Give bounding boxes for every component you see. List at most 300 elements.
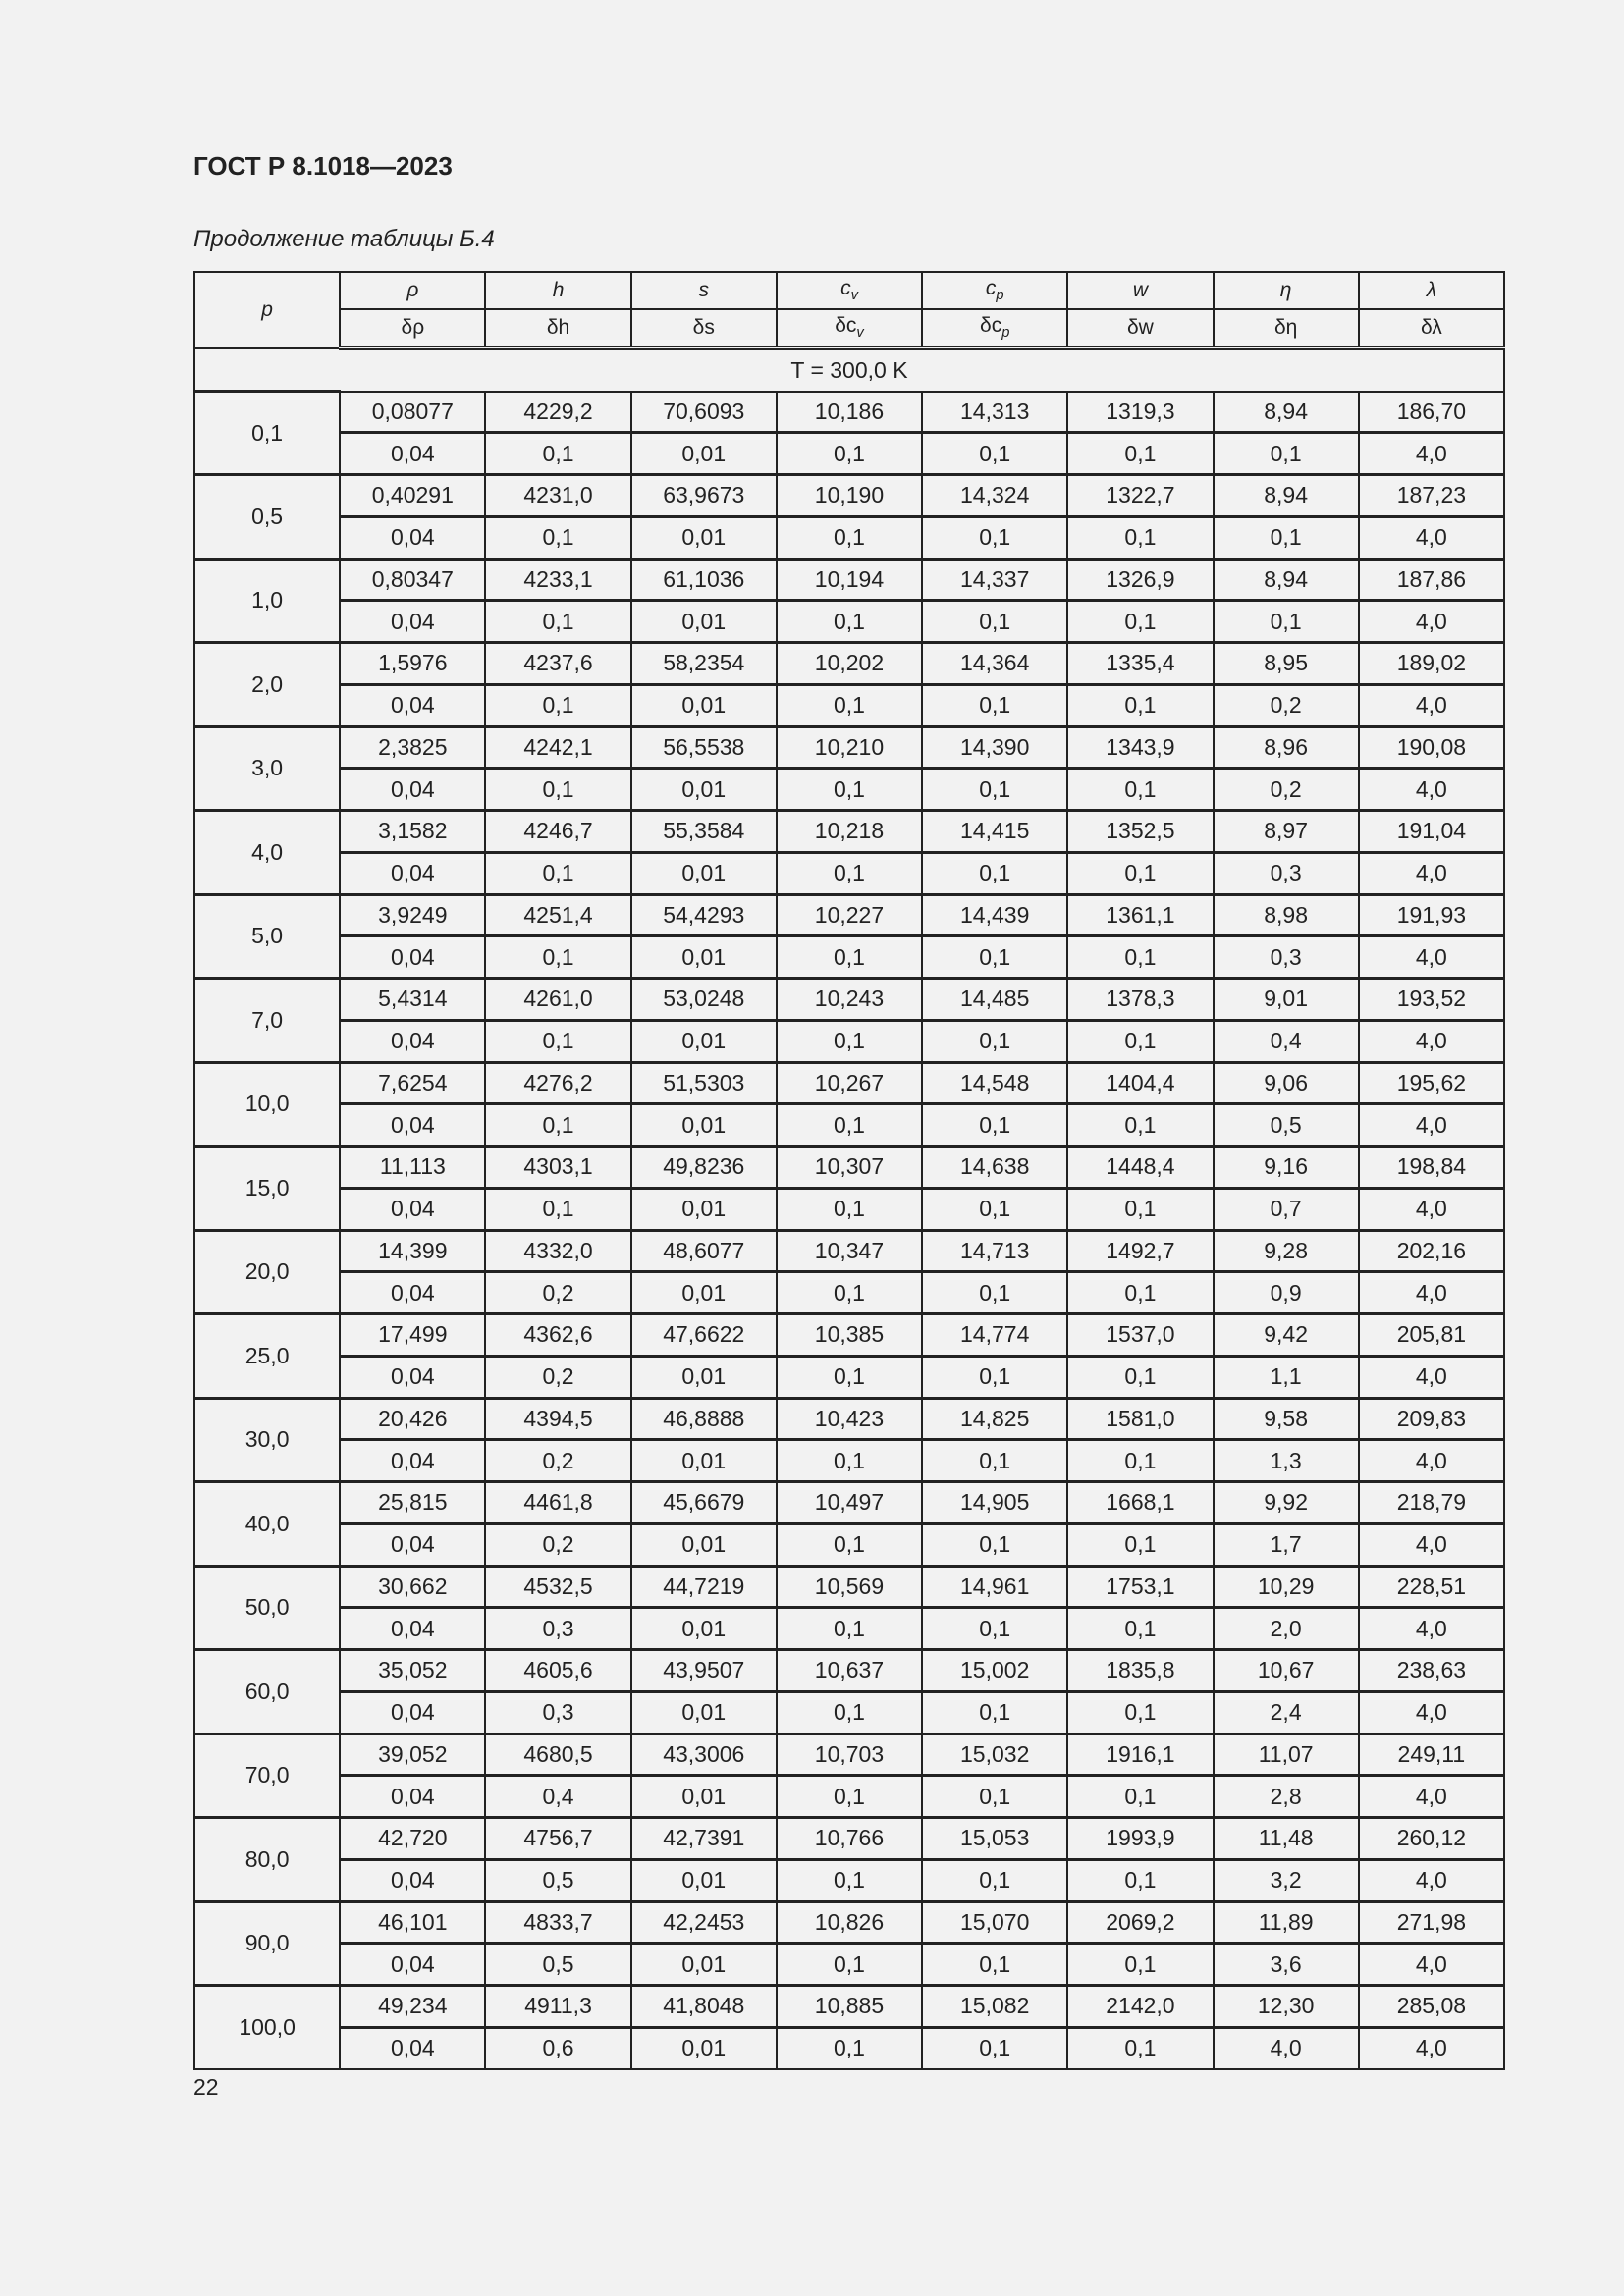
uncertainty-cell: 0,1 [777, 1523, 922, 1566]
table-row-uncertainties [194, 1104, 1504, 1147]
value-cell: 35,052 [340, 1650, 485, 1692]
value-cell: 218,79 [1359, 1482, 1504, 1524]
value-cell: 4251,4 [485, 894, 630, 936]
column-delta-symbol: δh [546, 316, 570, 339]
value-cell: 1335,4 [1067, 643, 1213, 685]
table-row-uncertainties [194, 2027, 1504, 2068]
uncertainty-cell: 0,04 [340, 601, 485, 643]
value-cell: 4242,1 [485, 726, 630, 769]
value-cell: 10,826 [777, 1901, 922, 1944]
value-cell: 15,053 [922, 1818, 1067, 1860]
pressure-cell: 5,0 [194, 894, 340, 979]
uncertainty-cell: 0,1 [1067, 936, 1213, 979]
uncertainty-cell: 0,1 [922, 601, 1067, 643]
value-cell: 4532,5 [485, 1566, 630, 1608]
uncertainty-cell: 0,9 [1214, 1272, 1359, 1314]
uncertainty-cell: 0,1 [1067, 1608, 1213, 1650]
uncertainty-cell: 0,1 [922, 1691, 1067, 1734]
value-cell: 189,02 [1359, 643, 1504, 685]
pressure-cell: 80,0 [194, 1818, 340, 1902]
value-cell: 1753,1 [1067, 1566, 1213, 1608]
value-cell: 42,7391 [631, 1818, 777, 1860]
value-cell: 46,8888 [631, 1398, 777, 1440]
uncertainty-cell: 4,0 [1359, 1104, 1504, 1147]
value-cell: 4237,6 [485, 643, 630, 685]
value-cell: 10,67 [1214, 1650, 1359, 1692]
value-cell: 4362,6 [485, 1314, 630, 1357]
value-cell: 1322,7 [1067, 475, 1213, 517]
column-uncertainty-header [485, 309, 630, 348]
value-cell: 46,101 [340, 1901, 485, 1944]
table-row-uncertainties [194, 1776, 1504, 1818]
value-cell: 187,86 [1359, 559, 1504, 601]
value-cell: 9,42 [1214, 1314, 1359, 1357]
uncertainty-cell: 4,0 [1359, 1944, 1504, 1986]
value-cell: 1835,8 [1067, 1650, 1213, 1692]
value-cell: 10,423 [777, 1398, 922, 1440]
uncertainty-cell: 4,0 [1359, 2027, 1504, 2068]
value-cell: 11,89 [1214, 1901, 1359, 1944]
header-row-uncertainties [194, 309, 1504, 348]
uncertainty-cell: 0,1 [922, 1188, 1067, 1230]
table-row-values [194, 643, 1504, 685]
value-cell: 10,202 [777, 643, 922, 685]
uncertainty-cell: 0,1 [1067, 1440, 1213, 1482]
value-cell: 20,426 [340, 1398, 485, 1440]
uncertainty-cell: 0,01 [631, 516, 777, 559]
uncertainty-cell: 0,1 [1067, 1356, 1213, 1398]
value-cell: 43,9507 [631, 1650, 777, 1692]
table-row-uncertainties [194, 1691, 1504, 1734]
table-row-uncertainties [194, 852, 1504, 894]
value-cell: 14,324 [922, 475, 1067, 517]
uncertainty-cell: 0,04 [340, 433, 485, 475]
header-row-symbols [194, 272, 1504, 309]
value-cell: 1448,4 [1067, 1147, 1213, 1189]
uncertainty-cell: 0,1 [777, 433, 922, 475]
value-cell: 55,3584 [631, 811, 777, 853]
value-cell: 4233,1 [485, 559, 630, 601]
uncertainty-cell: 0,1 [1067, 2027, 1213, 2068]
value-cell: 8,95 [1214, 643, 1359, 685]
uncertainty-cell: 0,01 [631, 852, 777, 894]
uncertainty-cell: 0,1 [1067, 1020, 1213, 1062]
column-delta-symbol: δs [692, 316, 715, 339]
uncertainty-cell: 0,1 [1067, 852, 1213, 894]
uncertainty-cell: 0,04 [340, 1272, 485, 1314]
value-cell: 48,6077 [631, 1230, 777, 1272]
uncertainty-cell: 0,04 [340, 516, 485, 559]
table-row-uncertainties [194, 601, 1504, 643]
uncertainty-cell: 4,0 [1359, 936, 1504, 979]
uncertainty-cell: 4,0 [1359, 516, 1504, 559]
value-cell: 10,227 [777, 894, 922, 936]
uncertainty-cell: 0,1 [922, 769, 1067, 811]
value-cell: 4833,7 [485, 1901, 630, 1944]
value-cell: 10,497 [777, 1482, 922, 1524]
uncertainty-cell: 0,1 [1067, 1523, 1213, 1566]
value-cell: 2142,0 [1067, 1986, 1213, 2028]
value-cell: 1492,7 [1067, 1230, 1213, 1272]
value-cell: 205,81 [1359, 1314, 1504, 1357]
value-cell: 1404,4 [1067, 1062, 1213, 1104]
column-uncertainty-header [922, 309, 1067, 348]
column-symbol: η [1279, 279, 1292, 301]
value-cell: 4276,2 [485, 1062, 630, 1104]
column-subscript: p [996, 288, 1004, 304]
value-cell: 198,84 [1359, 1147, 1504, 1189]
uncertainty-cell: 0,1 [922, 1356, 1067, 1398]
value-cell: 10,243 [777, 979, 922, 1021]
uncertainty-cell: 0,1 [1067, 769, 1213, 811]
uncertainty-cell: 0,04 [340, 852, 485, 894]
value-cell: 70,6093 [631, 392, 777, 433]
uncertainty-cell: 0,04 [340, 1356, 485, 1398]
table-row-uncertainties [194, 1523, 1504, 1566]
value-cell: 42,720 [340, 1818, 485, 1860]
value-cell: 9,92 [1214, 1482, 1359, 1524]
value-cell: 1581,0 [1067, 1398, 1213, 1440]
uncertainty-cell: 0,1 [777, 1440, 922, 1482]
pressure-cell: 0,5 [194, 475, 340, 560]
table-row-values [194, 392, 1504, 433]
uncertainty-cell: 0,1 [485, 433, 630, 475]
column-header [1214, 272, 1359, 309]
table-row-values [194, 1482, 1504, 1524]
pressure-cell: 1,0 [194, 559, 340, 643]
value-cell: 0,40291 [340, 475, 485, 517]
value-cell: 4461,8 [485, 1482, 630, 1524]
value-cell: 14,313 [922, 392, 1067, 433]
uncertainty-cell: 0,1 [777, 769, 922, 811]
value-cell: 0,80347 [340, 559, 485, 601]
uncertainty-cell: 0,04 [340, 1776, 485, 1818]
value-cell: 8,98 [1214, 894, 1359, 936]
uncertainty-cell: 0,2 [1214, 684, 1359, 726]
column-header [922, 272, 1067, 309]
uncertainty-cell: 0,3 [485, 1691, 630, 1734]
uncertainty-cell: 4,0 [1359, 684, 1504, 726]
uncertainty-cell: 0,1 [922, 1272, 1067, 1314]
value-cell: 4261,0 [485, 979, 630, 1021]
value-cell: 193,52 [1359, 979, 1504, 1021]
uncertainty-cell: 0,1 [1067, 433, 1213, 475]
uncertainty-cell: 0,1 [485, 1188, 630, 1230]
page-number: 22 [193, 2074, 219, 2100]
value-cell: 41,8048 [631, 1986, 777, 2028]
table-row-uncertainties [194, 516, 1504, 559]
value-cell: 8,94 [1214, 559, 1359, 601]
table-row-values [194, 1901, 1504, 1944]
uncertainty-cell: 3,2 [1214, 1859, 1359, 1901]
uncertainty-cell: 0,5 [485, 1944, 630, 1986]
value-cell: 10,637 [777, 1650, 922, 1692]
value-cell: 186,70 [1359, 392, 1504, 433]
value-cell: 4911,3 [485, 1986, 630, 2028]
table-row-uncertainties [194, 433, 1504, 475]
column-delta-symbol: δρ [401, 316, 425, 339]
uncertainty-cell: 0,01 [631, 684, 777, 726]
uncertainty-cell: 0,3 [1214, 936, 1359, 979]
value-cell: 12,30 [1214, 1986, 1359, 2028]
value-cell: 4229,2 [485, 392, 630, 433]
value-cell: 10,267 [777, 1062, 922, 1104]
uncertainty-cell: 0,1 [922, 516, 1067, 559]
uncertainty-cell: 0,1 [922, 684, 1067, 726]
uncertainty-cell: 3,6 [1214, 1944, 1359, 1986]
table-row-uncertainties [194, 936, 1504, 979]
uncertainty-cell: 0,1 [1067, 1859, 1213, 1901]
uncertainty-cell: 0,01 [631, 1188, 777, 1230]
value-cell: 4680,5 [485, 1734, 630, 1776]
uncertainty-cell: 0,1 [777, 684, 922, 726]
table-row-uncertainties [194, 1020, 1504, 1062]
uncertainty-cell: 0,04 [340, 1523, 485, 1566]
uncertainty-cell: 0,1 [1067, 1188, 1213, 1230]
value-cell: 4756,7 [485, 1818, 630, 1860]
column-delta-symbol: δλ [1420, 316, 1442, 339]
uncertainty-cell: 2,0 [1214, 1608, 1359, 1650]
table-row-values [194, 894, 1504, 936]
document-title: ГОСТ Р 8.1018—2023 [193, 151, 453, 181]
header-p-label: p [261, 297, 273, 321]
column-symbol: h [552, 279, 565, 301]
value-cell: 202,16 [1359, 1230, 1504, 1272]
value-cell: 190,08 [1359, 726, 1504, 769]
value-cell: 47,6622 [631, 1314, 777, 1357]
value-cell: 4394,5 [485, 1398, 630, 1440]
pressure-cell: 0,1 [194, 392, 340, 475]
table-row-values [194, 1986, 1504, 2028]
table-row-uncertainties [194, 1944, 1504, 1986]
uncertainty-cell: 0,4 [1214, 1020, 1359, 1062]
uncertainty-cell: 0,1 [777, 2027, 922, 2068]
value-cell: 14,961 [922, 1566, 1067, 1608]
value-cell: 10,194 [777, 559, 922, 601]
uncertainty-cell: 0,1 [1067, 601, 1213, 643]
column-subscript: p [1001, 325, 1010, 342]
value-cell: 1993,9 [1067, 1818, 1213, 1860]
table-row-uncertainties [194, 1272, 1504, 1314]
table-row-uncertainties [194, 1440, 1504, 1482]
table-row-values [194, 1566, 1504, 1608]
value-cell: 11,48 [1214, 1818, 1359, 1860]
uncertainty-cell: 0,04 [340, 769, 485, 811]
value-cell: 9,16 [1214, 1147, 1359, 1189]
value-cell: 195,62 [1359, 1062, 1504, 1104]
uncertainty-cell: 0,1 [777, 1104, 922, 1147]
uncertainty-cell: 0,1 [777, 601, 922, 643]
table-row-values [194, 1147, 1504, 1189]
value-cell: 15,082 [922, 1986, 1067, 2028]
value-cell: 30,662 [340, 1566, 485, 1608]
value-cell: 9,01 [1214, 979, 1359, 1021]
table-row-uncertainties [194, 1188, 1504, 1230]
uncertainty-cell: 0,1 [485, 684, 630, 726]
value-cell: 14,399 [340, 1230, 485, 1272]
value-cell: 8,94 [1214, 392, 1359, 433]
value-cell: 1537,0 [1067, 1314, 1213, 1357]
uncertainty-cell: 0,1 [777, 1608, 922, 1650]
uncertainty-cell: 0,01 [631, 2027, 777, 2068]
uncertainty-cell: 0,1 [1214, 601, 1359, 643]
uncertainty-cell: 0,1 [1214, 433, 1359, 475]
column-symbol: c [840, 277, 851, 300]
table-row-uncertainties [194, 1608, 1504, 1650]
uncertainty-cell: 0,01 [631, 1440, 777, 1482]
value-cell: 51,5303 [631, 1062, 777, 1104]
column-header [777, 272, 922, 309]
value-cell: 17,499 [340, 1314, 485, 1357]
pressure-cell: 30,0 [194, 1398, 340, 1482]
column-header [631, 272, 777, 309]
pressure-cell: 60,0 [194, 1650, 340, 1735]
value-cell: 8,96 [1214, 726, 1359, 769]
value-cell: 0,08077 [340, 392, 485, 433]
uncertainty-cell: 0,7 [1214, 1188, 1359, 1230]
value-cell: 10,210 [777, 726, 922, 769]
uncertainty-cell: 0,01 [631, 1356, 777, 1398]
value-cell: 4332,0 [485, 1230, 630, 1272]
value-cell: 14,548 [922, 1062, 1067, 1104]
uncertainty-cell: 4,0 [1359, 852, 1504, 894]
value-cell: 14,364 [922, 643, 1067, 685]
value-cell: 10,385 [777, 1314, 922, 1357]
uncertainty-cell: 0,1 [777, 936, 922, 979]
column-header [1359, 272, 1504, 309]
uncertainty-cell: 0,1 [922, 852, 1067, 894]
value-cell: 15,070 [922, 1901, 1067, 1944]
pressure-cell: 40,0 [194, 1482, 340, 1567]
uncertainty-cell: 0,1 [777, 1356, 922, 1398]
value-cell: 2,3825 [340, 726, 485, 769]
value-cell: 25,815 [340, 1482, 485, 1524]
uncertainty-cell: 0,1 [1067, 516, 1213, 559]
value-cell: 61,1036 [631, 559, 777, 601]
uncertainty-cell: 0,1 [777, 852, 922, 894]
pressure-cell: 50,0 [194, 1566, 340, 1650]
uncertainty-cell: 0,2 [485, 1356, 630, 1398]
value-cell: 14,713 [922, 1230, 1067, 1272]
value-cell: 49,8236 [631, 1147, 777, 1189]
column-header [1067, 272, 1213, 309]
temperature-row [194, 348, 1504, 392]
value-cell: 42,2453 [631, 1901, 777, 1944]
value-cell: 1343,9 [1067, 726, 1213, 769]
column-delta-symbol: δη [1273, 316, 1298, 339]
uncertainty-cell: 0,01 [631, 1608, 777, 1650]
value-cell: 45,6679 [631, 1482, 777, 1524]
value-cell: 9,28 [1214, 1230, 1359, 1272]
table-row-values [194, 1230, 1504, 1272]
value-cell: 14,337 [922, 559, 1067, 601]
uncertainty-cell: 0,01 [631, 1020, 777, 1062]
column-subscript: v [856, 325, 864, 342]
uncertainty-cell: 0,04 [340, 1188, 485, 1230]
column-uncertainty-header [340, 309, 485, 348]
value-cell: 9,58 [1214, 1398, 1359, 1440]
value-cell: 10,29 [1214, 1566, 1359, 1608]
uncertainty-cell: 0,4 [485, 1776, 630, 1818]
uncertainty-cell: 4,0 [1359, 1356, 1504, 1398]
uncertainty-cell: 4,0 [1359, 1020, 1504, 1062]
uncertainty-cell: 0,5 [1214, 1104, 1359, 1147]
table-row-values [194, 1734, 1504, 1776]
uncertainty-cell: 0,04 [340, 1859, 485, 1901]
uncertainty-cell: 4,0 [1214, 2027, 1359, 2068]
uncertainty-cell: 4,0 [1359, 1188, 1504, 1230]
value-cell: 228,51 [1359, 1566, 1504, 1608]
table-row-values [194, 1650, 1504, 1692]
column-uncertainty-header [1214, 309, 1359, 348]
table-caption: Продолжение таблицы Б.4 [193, 226, 495, 252]
value-cell: 4231,0 [485, 475, 630, 517]
column-uncertainty-header [1359, 309, 1504, 348]
column-subscript: v [850, 288, 858, 304]
value-cell: 14,638 [922, 1147, 1067, 1189]
uncertainty-cell: 0,1 [777, 1691, 922, 1734]
uncertainty-cell: 0,01 [631, 433, 777, 475]
column-uncertainty-header [631, 309, 777, 348]
table-row-values [194, 811, 1504, 853]
uncertainty-cell: 0,2 [485, 1440, 630, 1482]
uncertainty-cell: 4,0 [1359, 1691, 1504, 1734]
value-cell: 1361,1 [1067, 894, 1213, 936]
column-uncertainty-header [1067, 309, 1213, 348]
uncertainty-cell: 0,1 [485, 516, 630, 559]
value-cell: 9,06 [1214, 1062, 1359, 1104]
table-row-values [194, 1062, 1504, 1104]
uncertainty-cell: 0,01 [631, 1104, 777, 1147]
value-cell: 4246,7 [485, 811, 630, 853]
table-row-values [194, 979, 1504, 1021]
uncertainty-cell: 0,01 [631, 936, 777, 979]
uncertainty-cell: 0,3 [1214, 852, 1359, 894]
uncertainty-cell: 4,0 [1359, 1440, 1504, 1482]
value-cell: 58,2354 [631, 643, 777, 685]
uncertainty-cell: 0,1 [1067, 684, 1213, 726]
uncertainty-cell: 0,1 [922, 433, 1067, 475]
value-cell: 10,307 [777, 1147, 922, 1189]
uncertainty-cell: 0,1 [1067, 1944, 1213, 1986]
header-p [194, 272, 340, 348]
uncertainty-cell: 0,01 [631, 601, 777, 643]
uncertainty-cell: 0,1 [1067, 1691, 1213, 1734]
table-row-values [194, 1314, 1504, 1357]
uncertainty-cell: 0,1 [1214, 516, 1359, 559]
value-cell: 14,905 [922, 1482, 1067, 1524]
pressure-cell: 15,0 [194, 1147, 340, 1231]
uncertainty-cell: 4,0 [1359, 1272, 1504, 1314]
uncertainty-cell: 0,1 [777, 1188, 922, 1230]
value-cell: 10,347 [777, 1230, 922, 1272]
column-header [340, 272, 485, 309]
value-cell: 285,08 [1359, 1986, 1504, 2028]
uncertainty-cell: 0,1 [485, 769, 630, 811]
uncertainty-cell: 2,8 [1214, 1776, 1359, 1818]
value-cell: 14,825 [922, 1398, 1067, 1440]
value-cell: 11,07 [1214, 1734, 1359, 1776]
uncertainty-cell: 0,04 [340, 1104, 485, 1147]
table-row-uncertainties [194, 1356, 1504, 1398]
column-symbol: λ [1426, 279, 1437, 301]
uncertainty-cell: 0,01 [631, 1691, 777, 1734]
pressure-cell: 90,0 [194, 1901, 340, 1986]
uncertainty-cell: 0,1 [777, 1944, 922, 1986]
uncertainty-cell: 0,04 [340, 684, 485, 726]
uncertainty-cell: 0,2 [1214, 769, 1359, 811]
value-cell: 271,98 [1359, 1901, 1504, 1944]
